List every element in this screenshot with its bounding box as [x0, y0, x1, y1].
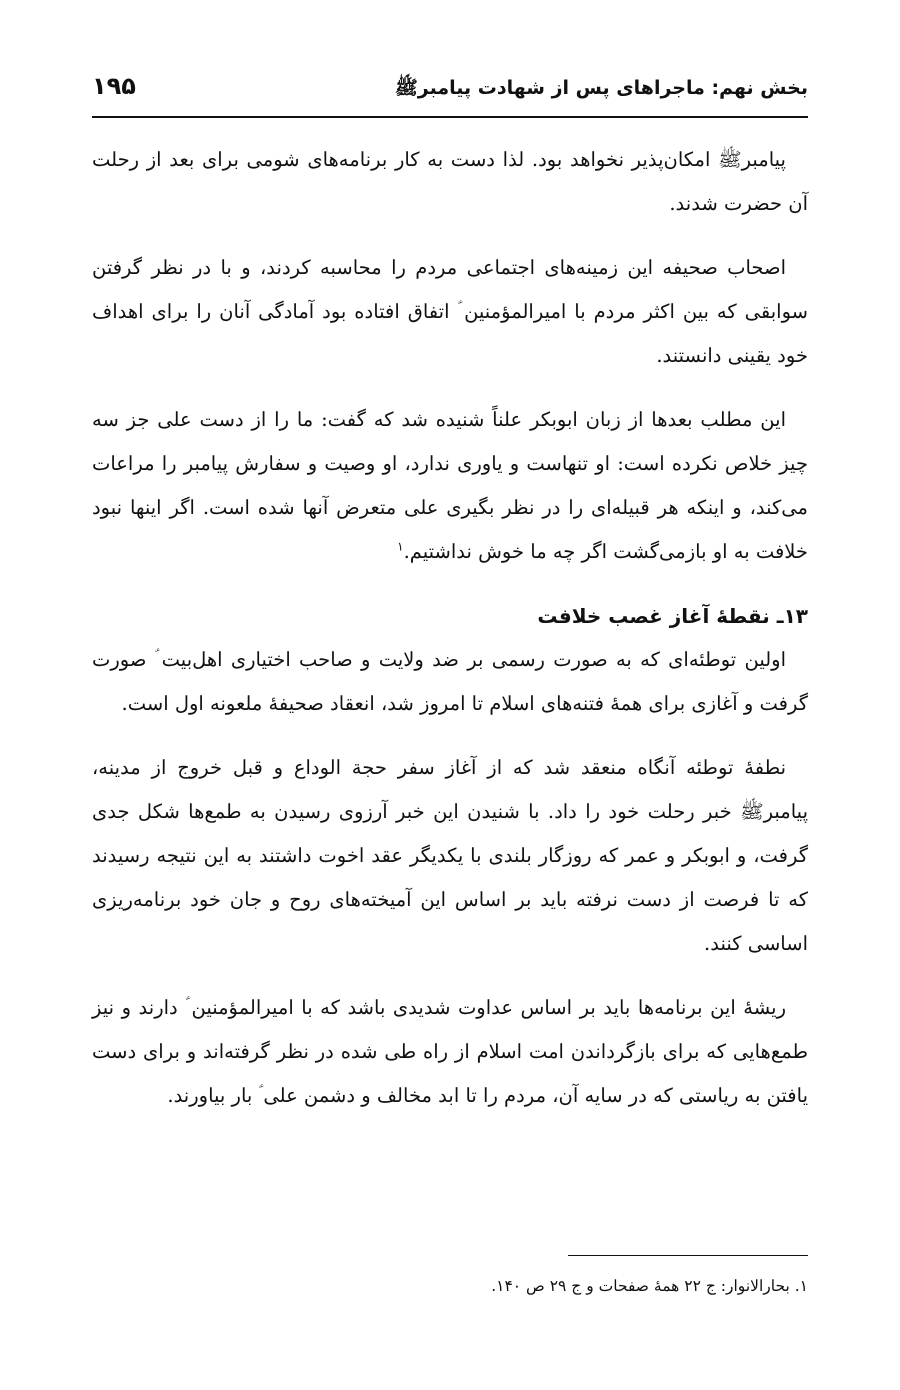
- header-divider: [92, 116, 808, 118]
- section-paragraph-1: اولین توطئه‌ای که به صورت رسمی بر ضد ولایت و صاحب اختیاری اهل‌بیت ؑ صورت گرفت و آغازی برای همۀ فتنه‌های اسلام تا امروز شد، انعقاد صحیفۀ ملعونه اول است.: [92, 648, 808, 715]
- paragraph-3: [92, 398, 808, 574]
- section-paragraph-2: نطفۀ توطئه آنگاه منعقد شد که از آغاز سفر حجة الوداع و قبل خروج از مدینه، پیامبرﷺ خبر رحلت خود را داد. با شنیدن این خبر آرزوی رسیدن به طمع‌ها شکل جدی گرفت، و ابوبکر و عمر که روزگار بلندی با یکدیگر عقد اخوت داشتند به این نتیجه رسیدند که تا فرصت از دست نرفته باید بر اساس این آمیخته‌های روح و جان خود برنامه‌ریزی اساسی کنند.: [92, 756, 808, 955]
- section-heading: ۱۳ـ نقطۀ آغاز غصب خلافت: [537, 604, 808, 628]
- footnote-divider: [568, 1255, 808, 1256]
- footnote-reference[interactable]: ۱: [397, 539, 404, 554]
- page-header: [92, 72, 808, 108]
- paragraph-2: اصحاب صحیفه این زمینه‌های اجتماعی مردم را محاسبه کردند، و با در نظر گرفتن سوابقی که بین اکثر مردم با امیرالمؤمنین ؑ اتفاق افتاده بود آمادگی آنان را برای اهداف خود یقینی دانستند.: [92, 256, 808, 367]
- page-number: ۱۹۵: [92, 72, 136, 100]
- page-body: [92, 138, 808, 1138]
- running-title: بخش نهم: ماجراهای پس از شهادت پیامبرﷺ: [394, 77, 808, 99]
- footnote: ۱. بحارالانوار: ج ۲۲ همۀ صفحات و ج ۲۹ ص ۱۴۰.: [491, 1277, 808, 1295]
- paragraph-1: پیامبرﷺ امکان‌پذیر نخواهد بود. لذا دست به کار برنامه‌های شومی برای بعد از رحلت آن حضرت شدند.: [92, 148, 808, 215]
- paragraph-3-text: این مطلب بعدها از زبان ابوبکر علناً شنیده شد که گفت: ما را از دست علی جز سه چیز خلاص نکرده است: او تنهاست و یاوری ندارد، او وصیت و سفارش پیامبر را مراعات می‌کند، و اینکه هر قبیله‌ای را در نظر بگیری علی متعرض آنها شده است. اگر اینها نبود خلافت به او بازمی‌گشت اگر چه ما خوش نداشتیم.: [92, 408, 808, 563]
- section-paragraph-3: ریشۀ این برنامه‌ها باید بر اساس عداوت شدیدی باشد که با امیرالمؤمنین ؑ دارند و نیز طمع‌هایی که برای بازگرداندن امت اسلام از راه طی شده در نظر گرفته‌اند و برای دست یافتن به ریاستی که در سایه آن، مردم را تا ابد مخالف و دشمن علی ؑ بار بیاورند.: [92, 996, 808, 1107]
